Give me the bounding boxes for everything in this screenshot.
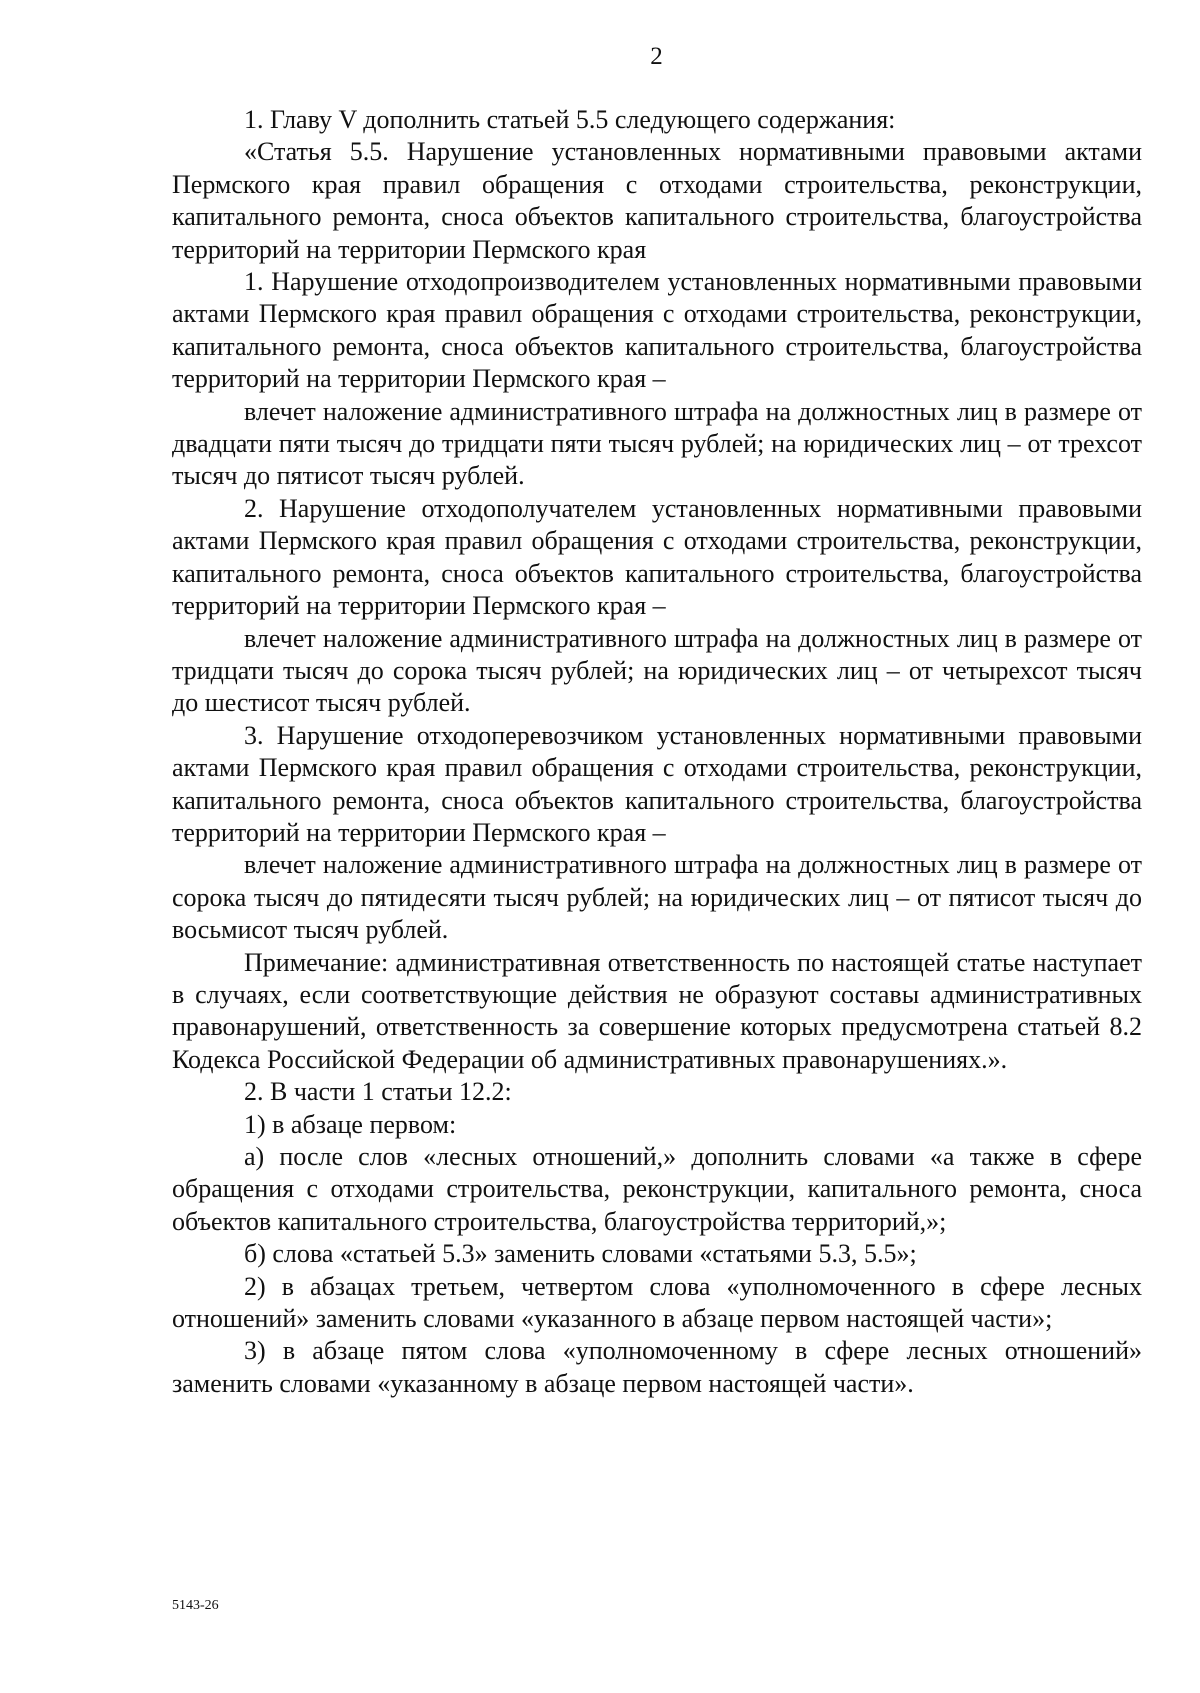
paragraph: б) слова «статьей 5.3» заменить словами «статьями 5.3, 5.5»; [244,1239,917,1269]
paragraph: 3. Нарушение отходоперевозчиком установленных нормативными правовыми актами Пермского края правил обращения с отходами строительства, реконструкции, капитального ремонта, сноса объектов капитального строительства, благоустройства территорий на территории Пермского края – [172,720,1142,847]
paragraph: 2) в абзацах третьем, четвертом слова «уполномоченного в сфере лесных отношений» заменить словами «указанного в абзаце первом настоящей части»; [172,1271,1142,1334]
paragraph: 2. Нарушение отходополучателем установленных нормативными правовыми актами Пермского края правил обращения с отходами строительства, реконструкции, капитального ремонта, сноса объектов капитального строительства, благоустройства территорий на территории Пермского края – [172,493,1142,621]
paragraph: Примечание: административная ответственность по настоящей статье наступает в случаях, если соответствующие действия не образуют составы административных правонарушений, ответственность за совершение которых предусмотрена статьей 8.2 Кодекса Российской Федерации об административных правонарушениях.». [172,947,1142,1074]
paragraph: «Статья 5.5. Нарушение установленных нормативными правовыми актами Пермского края правил обращения с отходами строительства, реконструкции, капитального ремонта, сноса объектов капитального строительства, благоустройства территорий на территории Пермского края [172,137,1142,264]
paragraph: 1) в абзаце первом: [244,1109,457,1139]
paragraph: 3) в абзаце пятом слова «уполномоченному в сфере лесных отношений» заменить словами «указанному в абзаце первом настоящей части». [172,1336,1142,1398]
paragraph: влечет наложение административного штрафа на должностных лиц в размере от сорока тысяч до пятидесяти тысяч рублей; на юридических лиц – от пятисот тысяч до восьмисот тысяч рублей. [172,850,1142,945]
paragraph: а) после слов «лесных отношений,» дополнить словами «а также в сфере обращения с отходами строительства, реконструкции, капитального ремонта, сноса объектов капитального строительства, благоустройства территорий,»; [172,1142,1142,1236]
document-body [172,104,1142,1400]
paragraph: влечет наложение административного штрафа на должностных лиц в размере от тридцати тысяч до сорока тысяч рублей; на юридических лиц – от четырехсот тысяч до шестисот тысяч рублей. [172,623,1142,718]
paragraph: 2. В части 1 статьи 12.2: [244,1077,512,1107]
paragraph: 1. Главу V дополнить статьей 5.5 следующего содержания: [244,105,896,134]
page-number: 2 [650,43,663,70]
paragraph: 1. Нарушение отходопроизводителем установленных нормативными правовыми актами Пермского края правил обращения с отходами строительства, реконструкции, капитального ремонта, сноса объектов капитального строительства, благоустройства территорий на территории Пермского края – [172,267,1142,394]
document-code: 5143-26 [172,1598,219,1613]
paragraph: влечет наложение административного штрафа на должностных лиц в размере от двадцати пяти тысяч до тридцати пяти тысяч рублей; на юридических лиц – от трехсот тысяч до пятисот тысяч рублей. [172,396,1142,491]
